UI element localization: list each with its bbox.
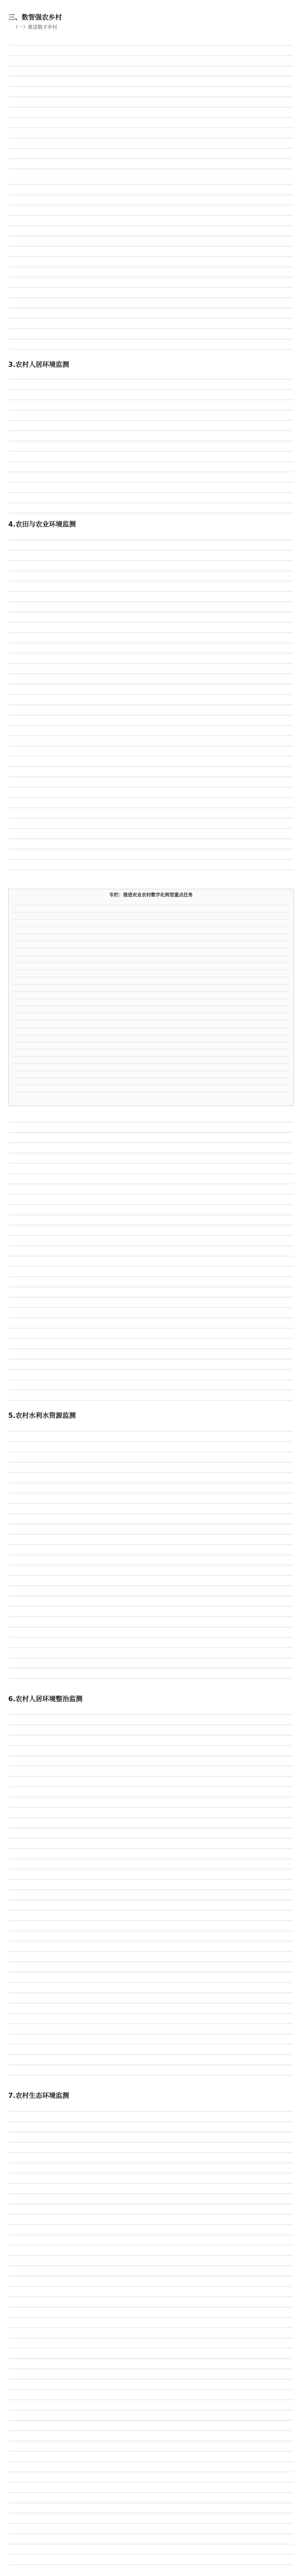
section-5-title: 5.农村水利水资源监测 xyxy=(8,1412,76,1420)
info-box xyxy=(8,889,294,1106)
paragraph-block xyxy=(8,536,293,876)
box-title: 专栏：推进农业农村数字化转型重点任务 xyxy=(109,893,193,898)
paragraph-block xyxy=(8,1118,293,1406)
section-heading: 三、数智强农乡村 xyxy=(8,14,62,22)
paragraph-block xyxy=(8,375,293,514)
paragraph-block xyxy=(8,2107,293,2571)
paragraph-block xyxy=(8,180,293,355)
section-4-title: 4.农田与农业环境监测 xyxy=(8,521,76,529)
paragraph-block xyxy=(8,1710,293,2081)
section-subheading: （一）推进数字乡村 xyxy=(13,25,58,30)
subsection-heading xyxy=(8,2092,293,2101)
document-header xyxy=(8,13,293,33)
section-6-title: 6.农村人居环境整治监测 xyxy=(8,1696,82,1703)
subsection-heading xyxy=(8,361,293,370)
subsection-heading xyxy=(8,520,293,530)
subsection-heading xyxy=(8,1412,293,1421)
section-3-title: 3.农村人居环境监测 xyxy=(8,361,69,369)
paragraph-block xyxy=(8,1427,293,1685)
paragraph-block xyxy=(8,41,293,170)
section-7-title: 7.农村生态环境监测 xyxy=(8,2092,69,2100)
subsection-heading xyxy=(8,1695,293,1704)
